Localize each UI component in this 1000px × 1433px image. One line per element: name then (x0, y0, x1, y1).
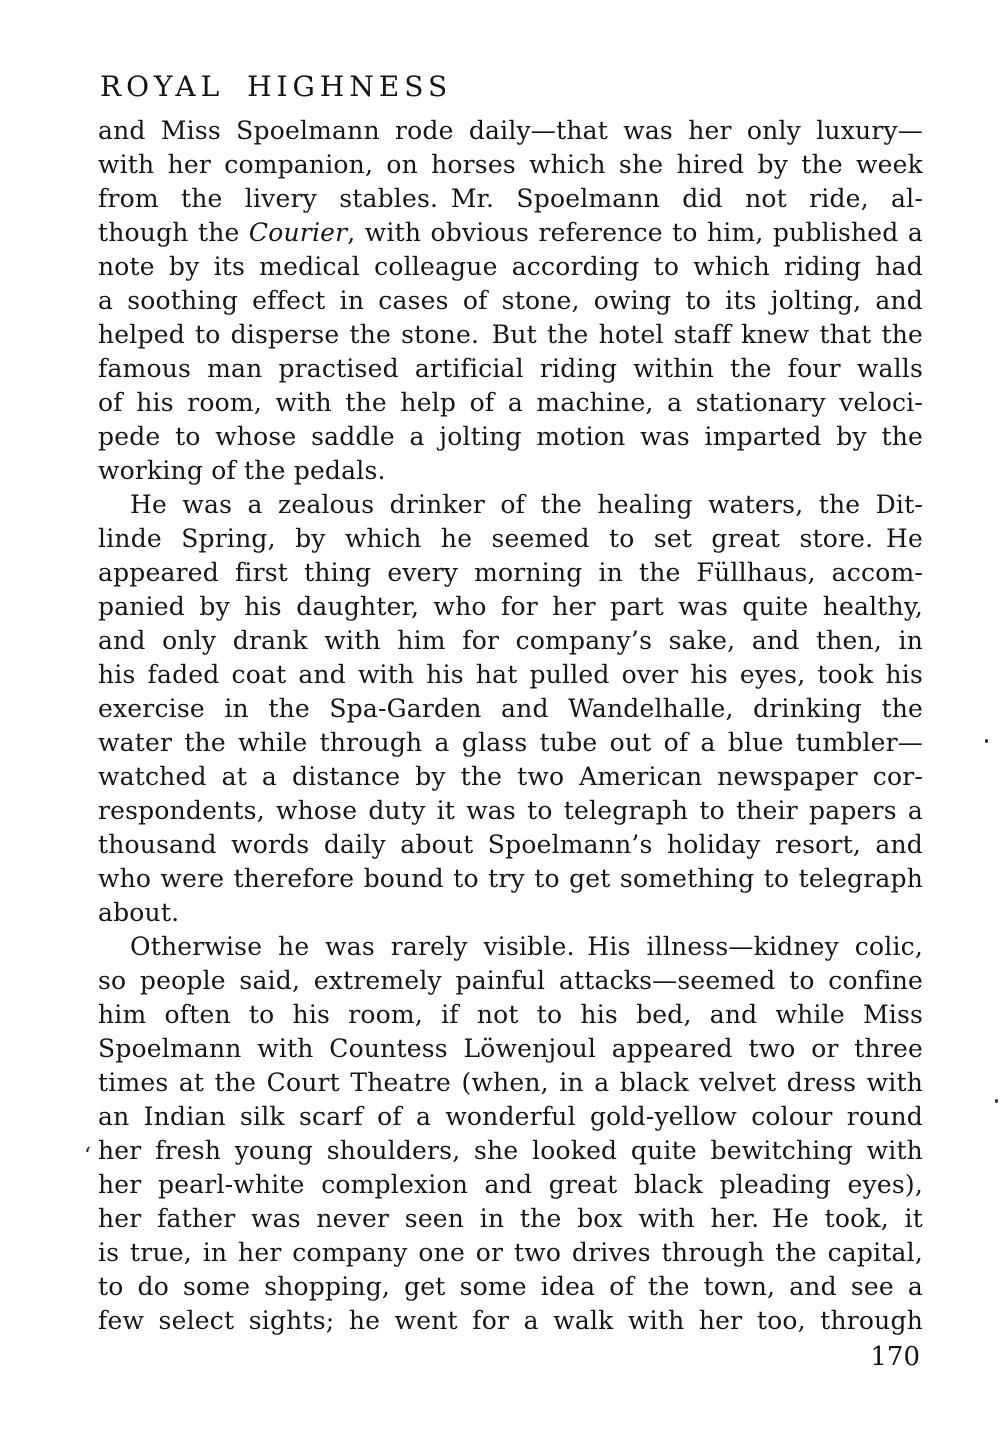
text-line: though the Courier, with obvious reference to him, published a (98, 218, 923, 247)
text-line: and only drank with him for company’s sake, and then, in (98, 626, 923, 655)
body-text (98, 114, 923, 1338)
stray-ink-mark: ‘ (84, 1144, 91, 1169)
text-line: times at the Court Theatre (when, in a black velvet dress with (98, 1068, 923, 1097)
text-line: panied by his daughter, who for her part was quite healthy, (98, 592, 923, 621)
ink-speck (995, 1099, 998, 1103)
ink-speck (985, 739, 988, 743)
text-line: her father was never seen in the box with her. He took, it (98, 1204, 923, 1233)
text-line: working of the pedals. (98, 456, 386, 485)
text-line: helped to disperse the stone. But the hotel staff knew that the (98, 320, 923, 349)
text-line: a soothing effect in cases of stone, owing to its jolting, and (98, 286, 923, 315)
text-line: of his room, with the help of a machine, a stationary veloci- (98, 388, 923, 417)
text-line: with her companion, on horses which she hired by the week (98, 150, 923, 179)
text-line: him often to his room, if not to his bed, and while Miss (98, 1000, 923, 1029)
text-line: pede to whose saddle a jolting motion was imparted by the (98, 422, 923, 451)
text-line: an Indian silk scarf of a wonderful gold-yellow colour round (98, 1102, 923, 1131)
text-line: to do some shopping, get some idea of the town, and see a (98, 1272, 923, 1301)
text-line: watched at a distance by the two American newspaper cor- (98, 762, 923, 791)
text-line: is true, in her company one or two drives through the capital, (98, 1238, 923, 1267)
text-line: his faded coat and with his hat pulled over his eyes, took his (98, 660, 923, 689)
text-line: Otherwise he was rarely visible. His illness—kidney colic, (130, 932, 923, 961)
text-line: and Miss Spoelmann rode daily—that was her only luxury— (98, 116, 923, 145)
text-line: famous man practised artificial riding within the four walls (98, 354, 923, 383)
text-line: her pearl-white complexion and great black pleading eyes), (98, 1170, 923, 1199)
page-number: 170 (870, 1342, 920, 1372)
text-line: who were therefore bound to try to get something to telegraph (98, 864, 923, 893)
text-line: linde Spring, by which he seemed to set great store. He (98, 524, 923, 553)
text-line: exercise in the Spa-Garden and Wandelhalle, drinking the (98, 694, 923, 723)
text-line: her fresh young shoulders, she looked quite bewitching with (98, 1136, 923, 1165)
text-line: respondents, whose duty it was to telegraph to their papers a (98, 796, 923, 825)
text-line: note by its medical colleague according to which riding had (98, 252, 923, 281)
text-line: from the livery stables. Mr. Spoelmann did not ride, al- (98, 184, 923, 213)
text-line: appeared first thing every morning in the Füllhaus, accom- (98, 558, 923, 587)
text-line: He was a zealous drinker of the healing waters, the Dit- (130, 490, 923, 519)
text-line: so people said, extremely painful attacks—seemed to confine (98, 966, 923, 995)
text-line: thousand words daily about Spoelmann’s holiday resort, and (98, 830, 923, 859)
text-line: water the while through a glass tube out of a blue tumbler— (98, 728, 923, 757)
text-line: few select sights; he went for a walk with her too, through (98, 1306, 923, 1335)
text-line: Spoelmann with Countess Löwenjoul appeared two or three (98, 1034, 923, 1063)
running-head: ROYAL HIGHNESS (100, 70, 453, 103)
text-line: about. (98, 898, 180, 927)
